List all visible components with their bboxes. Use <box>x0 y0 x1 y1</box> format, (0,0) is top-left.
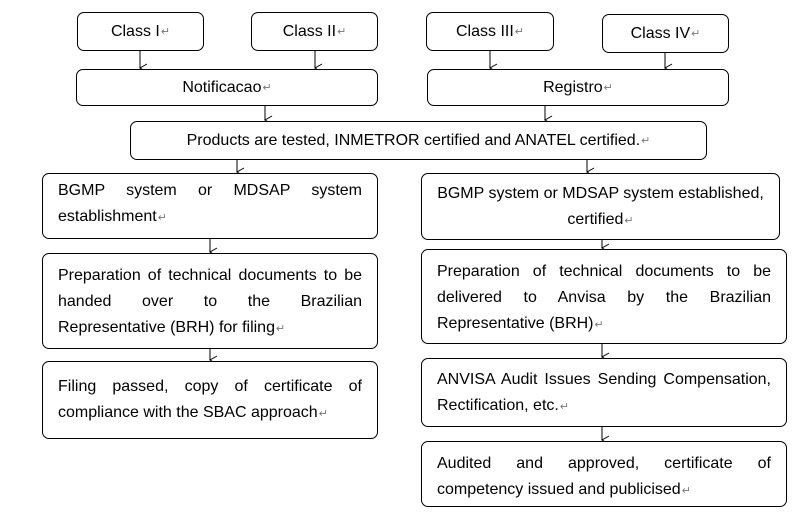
left-prep-box <box>42 253 378 349</box>
right-audit-text: ANVISA Audit Issues Sending Compensation, Rectification, etc. <box>437 371 771 414</box>
right-prep-box <box>421 249 787 344</box>
right-audit-box <box>421 358 787 427</box>
paragraph-mark: ↵ <box>681 485 691 497</box>
paragraph-mark: ↵ <box>603 81 613 94</box>
right-prep-text: Preparation of technical documents to be delivered to Anvisa by the Brazilian Representative (BRH) <box>437 263 771 332</box>
notificacao-label: Notificacao <box>182 78 262 96</box>
class4-label: Class IV <box>630 24 691 42</box>
paragraph-mark: ↵ <box>641 134 651 147</box>
class3-box <box>426 12 554 51</box>
registro-box <box>427 69 729 106</box>
right-approved-box <box>421 441 787 507</box>
tested-box <box>130 121 707 160</box>
class4-box <box>602 14 729 53</box>
paragraph-mark: ↵ <box>262 81 272 94</box>
paragraph-mark: ↵ <box>691 27 701 40</box>
left-filing-box <box>42 361 378 439</box>
class2-label: Class II <box>282 22 337 40</box>
left-bgmp-box <box>42 173 378 239</box>
left-bgmp-text: BGMP system or MDSAP system establishment <box>58 182 362 225</box>
class3-label: Class III <box>455 22 514 40</box>
paragraph-mark: ↵ <box>624 215 634 227</box>
paragraph-mark: ↵ <box>275 323 286 335</box>
class2-box <box>251 12 378 51</box>
paragraph-mark: ↵ <box>160 25 171 38</box>
paragraph-mark: ↵ <box>157 212 167 224</box>
paragraph-mark: ↵ <box>337 25 347 38</box>
paragraph-mark: ↵ <box>318 408 328 420</box>
paragraph-mark: ↵ <box>514 25 524 38</box>
right-bgmp-text: BGMP system or MDSAP system established, certified <box>437 185 764 228</box>
left-prep-text: Preparation of technical documents to be handed over to the Brazilian Representative (BRH) for filing <box>58 267 362 336</box>
class1-box <box>77 12 204 51</box>
paragraph-mark: ↵ <box>594 319 604 331</box>
paragraph-mark: ↵ <box>559 401 570 413</box>
registro-label: Registro <box>543 78 603 96</box>
class1-label: Class I <box>110 22 160 40</box>
notificacao-box <box>76 69 378 106</box>
right-bgmp-box <box>421 173 780 240</box>
right-approved-text: Audited and approved, certificate of competency issued and publicised <box>437 455 771 498</box>
left-filing-text: Filing passed, copy of certificate of compliance with the SBAC approach <box>58 378 362 421</box>
tested-label: Products are tested, INMETROR certified and ANATEL certified. <box>186 131 641 149</box>
